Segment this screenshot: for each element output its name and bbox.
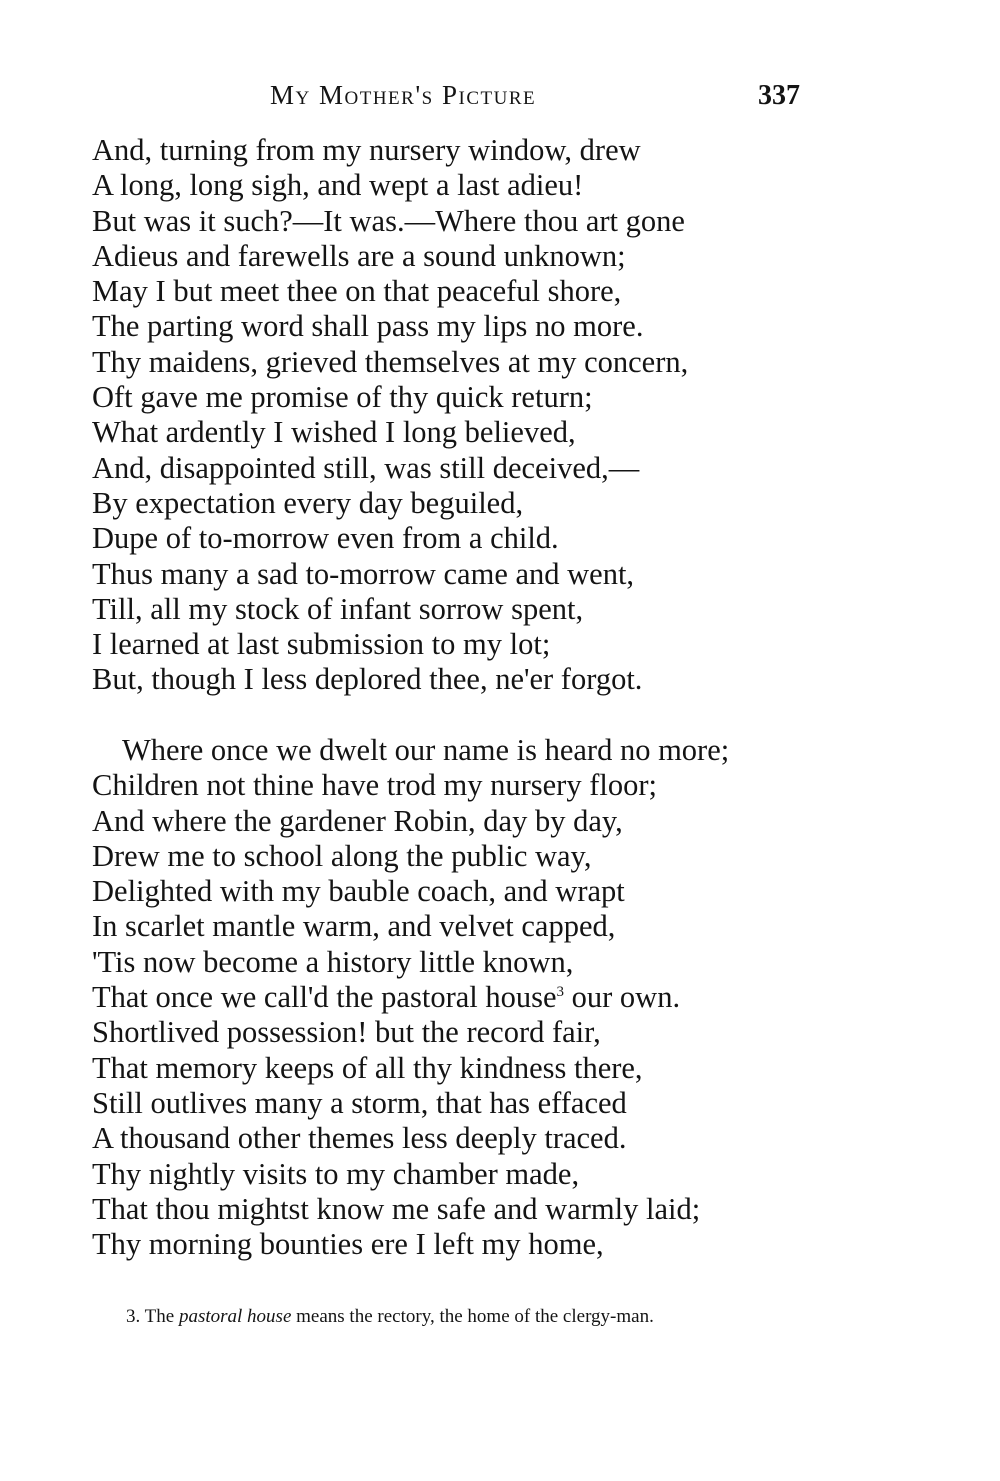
footnote-number: 3. bbox=[126, 1306, 141, 1327]
poem-line: Thy morning bounties ere I left my home, bbox=[92, 1227, 604, 1262]
poem-line: What ardently I wished I long believed, bbox=[92, 415, 576, 450]
poem-line: Thy nightly visits to my chamber made, bbox=[92, 1156, 580, 1191]
poem-line: In scarlet mantle warm, and velvet capped, bbox=[92, 909, 616, 944]
poem-line-tail: our own. bbox=[564, 980, 681, 1015]
poem-line: That memory keeps of all thy kindness there, bbox=[92, 1050, 643, 1085]
poem-line: Thy maidens, grieved themselves at my concern, bbox=[92, 344, 689, 379]
poem-line: 'Tis now become a history little known, bbox=[92, 944, 574, 979]
running-title: My Mother's Picture bbox=[270, 80, 537, 110]
poem-line: The parting word shall pass my lips no more. bbox=[92, 309, 644, 344]
poem-line: Dupe of to-morrow even from a child. bbox=[92, 521, 559, 556]
poem-line-with-footnote bbox=[92, 980, 729, 1015]
poem-line: I learned at last submission to my lot; bbox=[92, 627, 551, 662]
poem-line: Oft gave me promise of thy quick return; bbox=[92, 380, 593, 415]
poem-line: Children not thine have trod my nursery floor; bbox=[92, 768, 657, 803]
footnote bbox=[92, 1304, 807, 1330]
poem-line: Adieus and farewells are a sound unknown; bbox=[92, 238, 626, 273]
poem-line: Delighted with my bauble coach, and wrapt bbox=[92, 874, 625, 909]
poem-line: That thou mightst know me safe and warmly laid; bbox=[92, 1191, 701, 1226]
poem-line: By expectation every day beguiled, bbox=[92, 485, 524, 520]
poem-line: And, disappointed still, was still deceived,— bbox=[92, 450, 640, 485]
footnote-text-pre: The bbox=[140, 1306, 179, 1327]
stanza-1 bbox=[92, 133, 688, 698]
poem-line-text: That once we call'd the pastoral house bbox=[92, 980, 557, 1015]
running-head bbox=[270, 80, 800, 120]
poem-line: May I but meet thee on that peaceful shore, bbox=[92, 274, 622, 309]
poem-line: And, turning from my nursery window, drew bbox=[92, 133, 641, 167]
poem-line: And where the gardener Robin, day by day, bbox=[92, 803, 623, 838]
poem-line: Drew me to school along the public way, bbox=[92, 838, 592, 873]
poem-line: Till, all my stock of infant sorrow spent, bbox=[92, 591, 584, 626]
stanza-2 bbox=[92, 733, 729, 1262]
poem-line: But was it such?—It was.—Where thou art gone bbox=[92, 203, 685, 238]
poem-line: But, though I less deplored thee, ne'er forgot. bbox=[92, 662, 643, 697]
footnote-italic-term: pastoral house bbox=[178, 1306, 292, 1327]
poem-line: Thus many a sad to-morrow came and went, bbox=[92, 556, 635, 591]
poem-line: Shortlived possession! but the record fair, bbox=[92, 1015, 601, 1050]
page-number: 337 bbox=[758, 80, 800, 111]
poem-line: A long, long sigh, and wept a last adieu! bbox=[92, 168, 584, 203]
poem-line: Where once we dwelt our name is heard no more; bbox=[122, 733, 730, 767]
poem-line: Still outlives many a storm, that has effaced bbox=[92, 1085, 627, 1120]
poem-line: A thousand other themes less deeply traced. bbox=[92, 1121, 627, 1156]
footnote-reference: 3 bbox=[556, 984, 565, 1001]
footnote-text-post: means the rectory, the home of the clergy-man. bbox=[291, 1306, 654, 1327]
